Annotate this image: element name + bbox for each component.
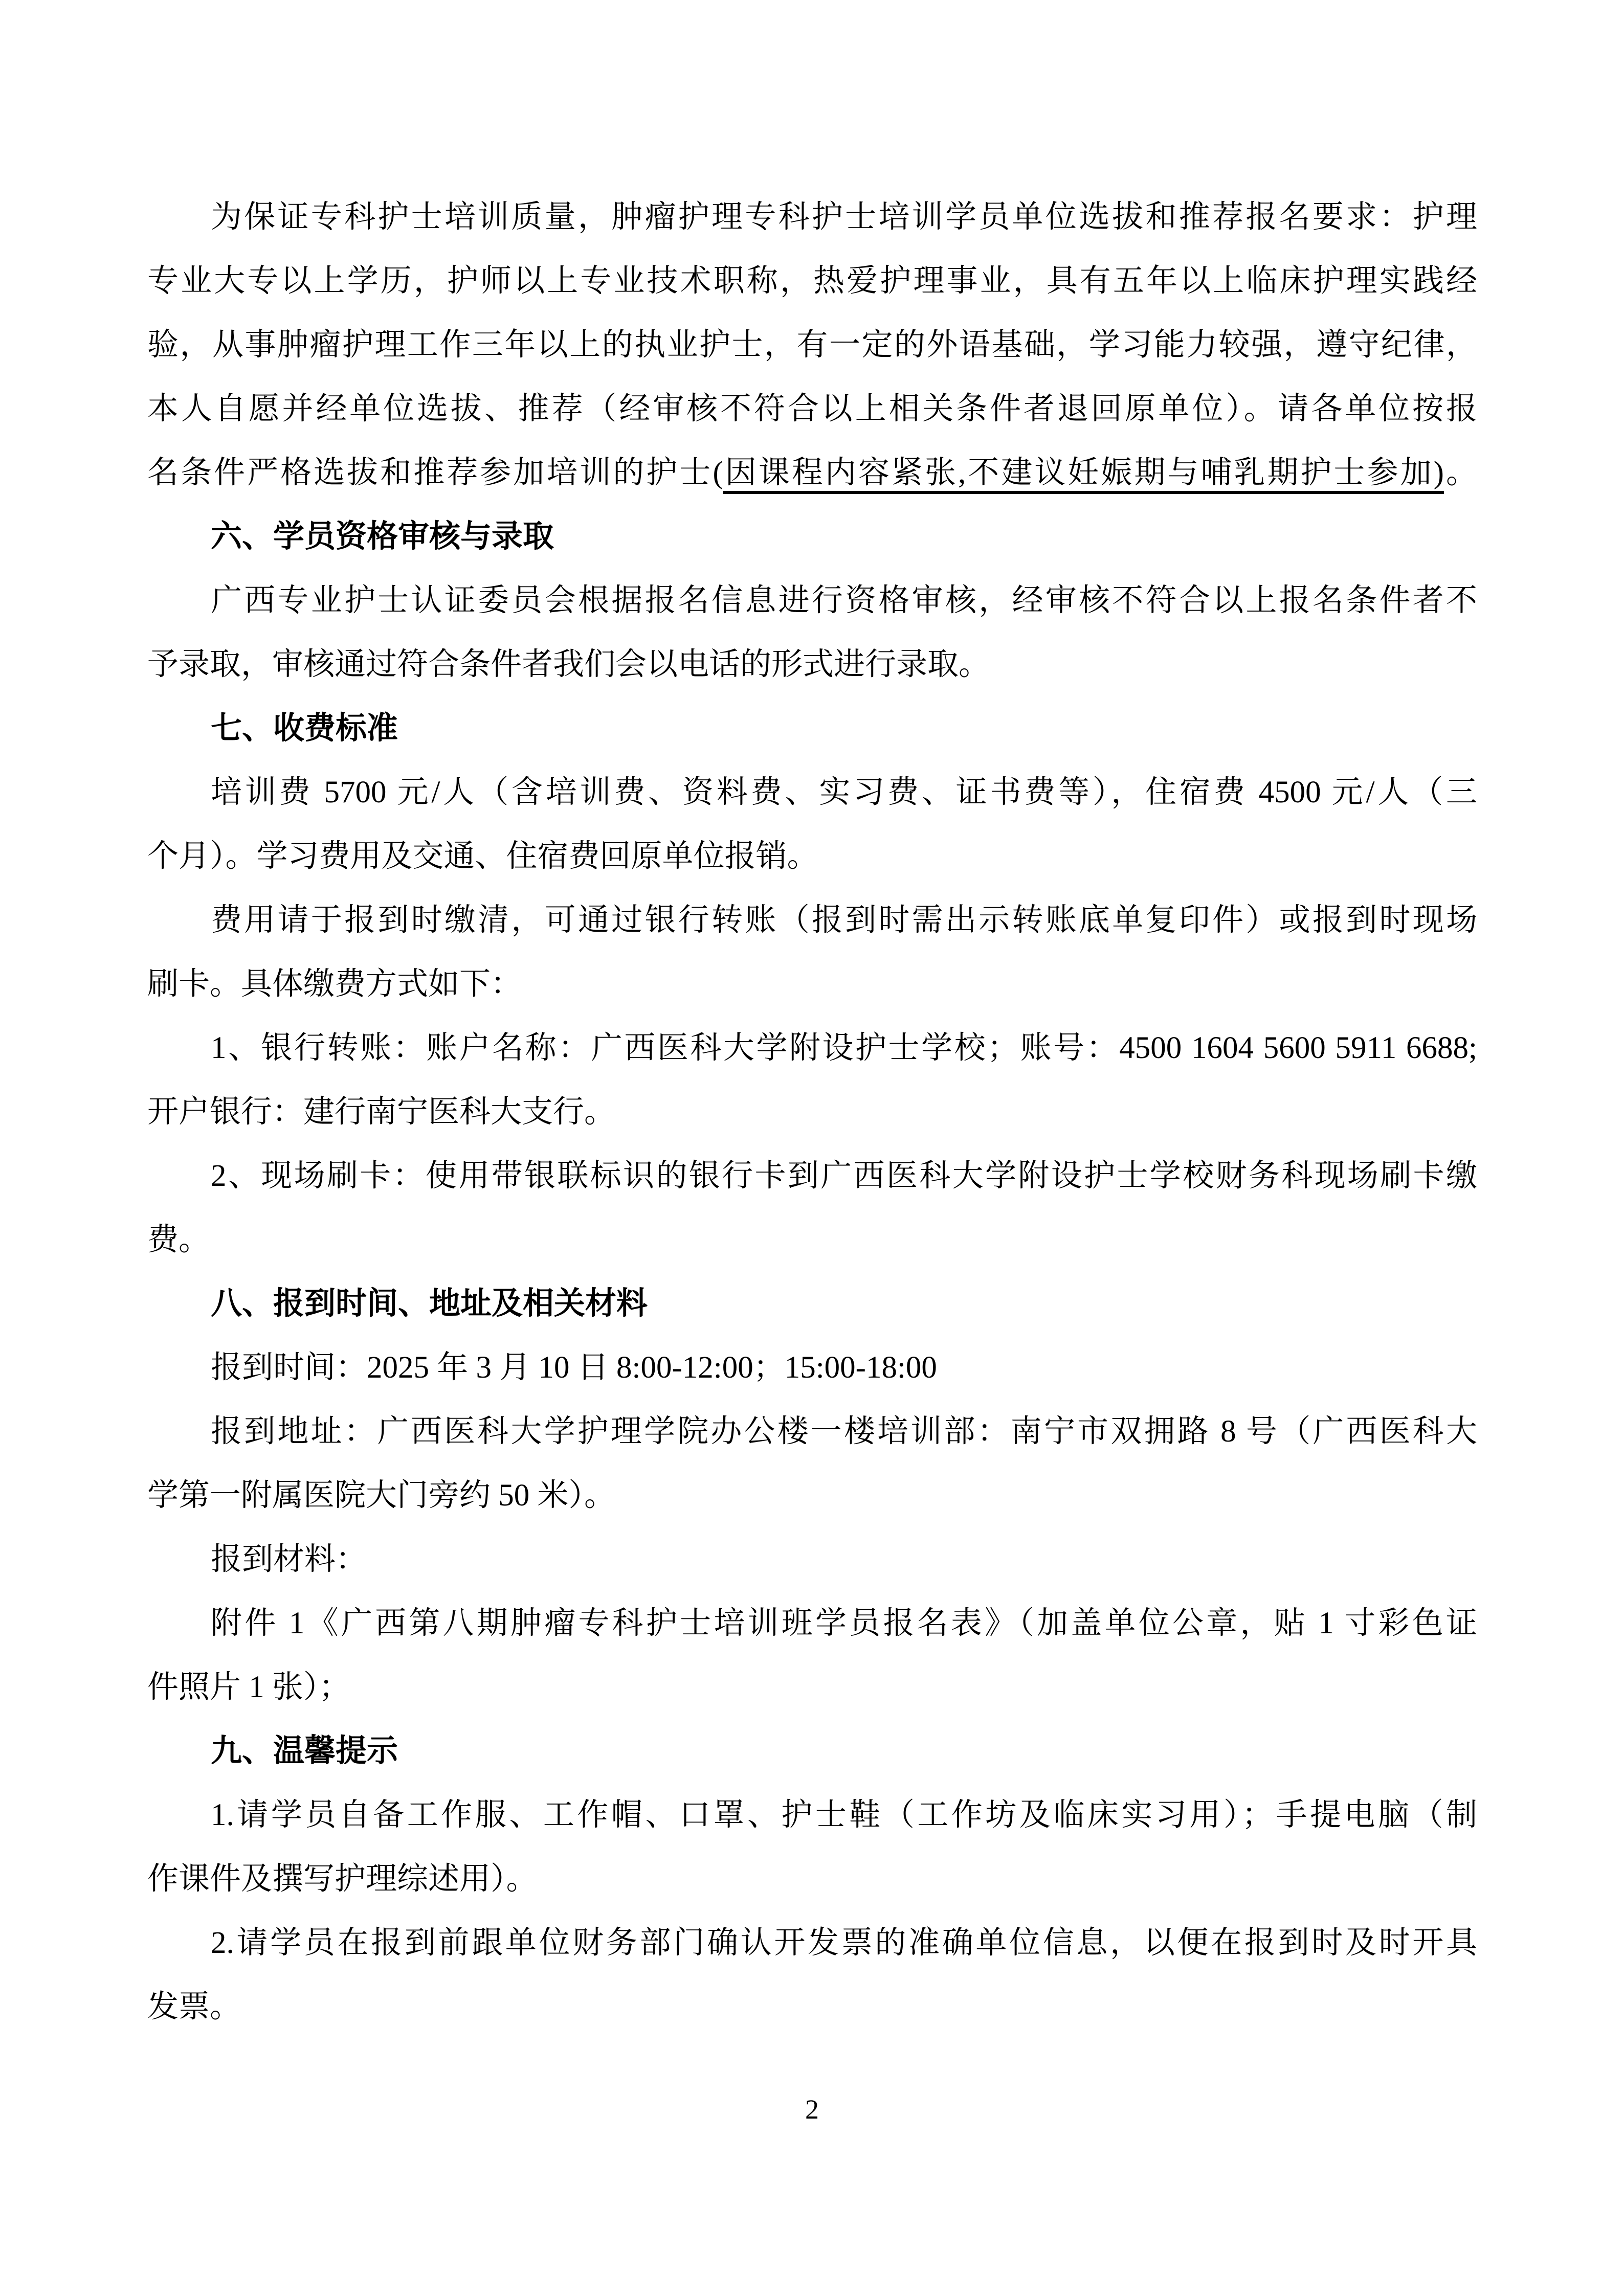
paragraph-line: 开户银行：建行南宁医科大支行。	[147, 1095, 616, 1129]
paragraph-line: 验，从事肿瘤护理工作三年以上的执业护士，有一定的外语基础，学习能力较强，遵守纪律，	[147, 328, 1477, 362]
paragraph-line: 件照片 1 张）；	[147, 1670, 350, 1704]
section-heading-6: 六、学员资格审核与录取	[211, 520, 554, 554]
document-body	[147, 185, 1477, 2039]
paragraph-line-bank-transfer: 1、银行转账：账户名称：广西医科大学附设护士学校；账号：4500 1604 5600 5911 6688;	[211, 1031, 1477, 1065]
section-heading-8: 八、报到时间、地址及相关材料	[211, 1287, 648, 1321]
paragraph-text: 。	[1443, 456, 1477, 490]
paragraph-line-attachment: 附件 1《广西第八期肿瘤专科护士培训班学员报名表》（加盖单位公章，贴 1 寸彩色证	[211, 1606, 1477, 1640]
paragraph-line: 作课件及撰写护理综述用）。	[147, 1862, 538, 1896]
paragraph-line-with-underline	[147, 441, 1477, 505]
underlined-note: 因课程内容紧张,不建议妊娠期与哺乳期护士参加)	[723, 456, 1444, 490]
paragraph-line: 费。	[147, 1223, 210, 1257]
paragraph-line: 专业大专以上学历，护师以上专业技术职称，热爱护理事业，具有五年以上临床护理实践经	[147, 264, 1477, 298]
paragraph-line: 费用请于报到时缴清，可通过银行转账（报到时需出示转账底单复印件）或报到时现场	[211, 903, 1477, 937]
paragraph-line-checkin-time: 报到时间：2025 年 3 月 10 日 8:00-12:00；15:00-18:00	[211, 1350, 937, 1385]
paragraph-line-materials: 报到材料：	[211, 1542, 367, 1577]
page-number: 2	[805, 2094, 819, 2125]
paragraph-line: 发票。	[147, 1990, 241, 2024]
paragraph-line: 本人自愿并经单位选拔、推荐（经审核不符合以上相关条件者退回原单位）。请各单位按报	[147, 392, 1477, 426]
paragraph-line: 1.请学员自备工作服、工作帽、口罩、护士鞋（工作坊及临床实习用）；手提电脑（制	[211, 1798, 1477, 1832]
paragraph-line-card-payment: 2、现场刷卡：使用带银联标识的银行卡到广西医科大学附设护士学校财务科现场刷卡缴	[211, 1159, 1477, 1193]
paragraph-line: 培训费 5700 元/人（含培训费、资料费、实习费、证书费等），住宿费 4500 元/人（三	[211, 775, 1477, 809]
paragraph-line: 学第一附属医院大门旁约 50 米）。	[147, 1478, 616, 1513]
paragraph-line: 广西专业护士认证委员会根据报名信息进行资格审核，经审核不符合以上报名条件者不	[211, 583, 1477, 618]
section-heading-9: 九、温馨提示	[211, 1734, 398, 1768]
paragraph-line: 予录取，审核通过符合条件者我们会以电话的形式进行录取。	[147, 647, 990, 682]
paragraph-text: 名条件严格选拔和推荐参加培训的护士(	[147, 456, 723, 490]
paragraph-line-checkin-address: 报到地址：广西医科大学护理学院办公楼一楼培训部：南宁市双拥路 8 号（广西医科大	[211, 1414, 1477, 1449]
paragraph-line: 为保证专科护士培训质量，肿瘤护理专科护士培训学员单位选拔和推荐报名要求：护理	[211, 200, 1477, 234]
paragraph-line: 刷卡。具体缴费方式如下：	[147, 967, 522, 1001]
paragraph-line: 个月）。学习费用及交通、住宿费回原单位报销。	[147, 839, 818, 873]
paragraph-line: 2.请学员在报到前跟单位财务部门确认开发票的准确单位信息，以便在报到时及时开具	[211, 1926, 1477, 1960]
section-heading-7: 七、收费标准	[211, 711, 398, 746]
